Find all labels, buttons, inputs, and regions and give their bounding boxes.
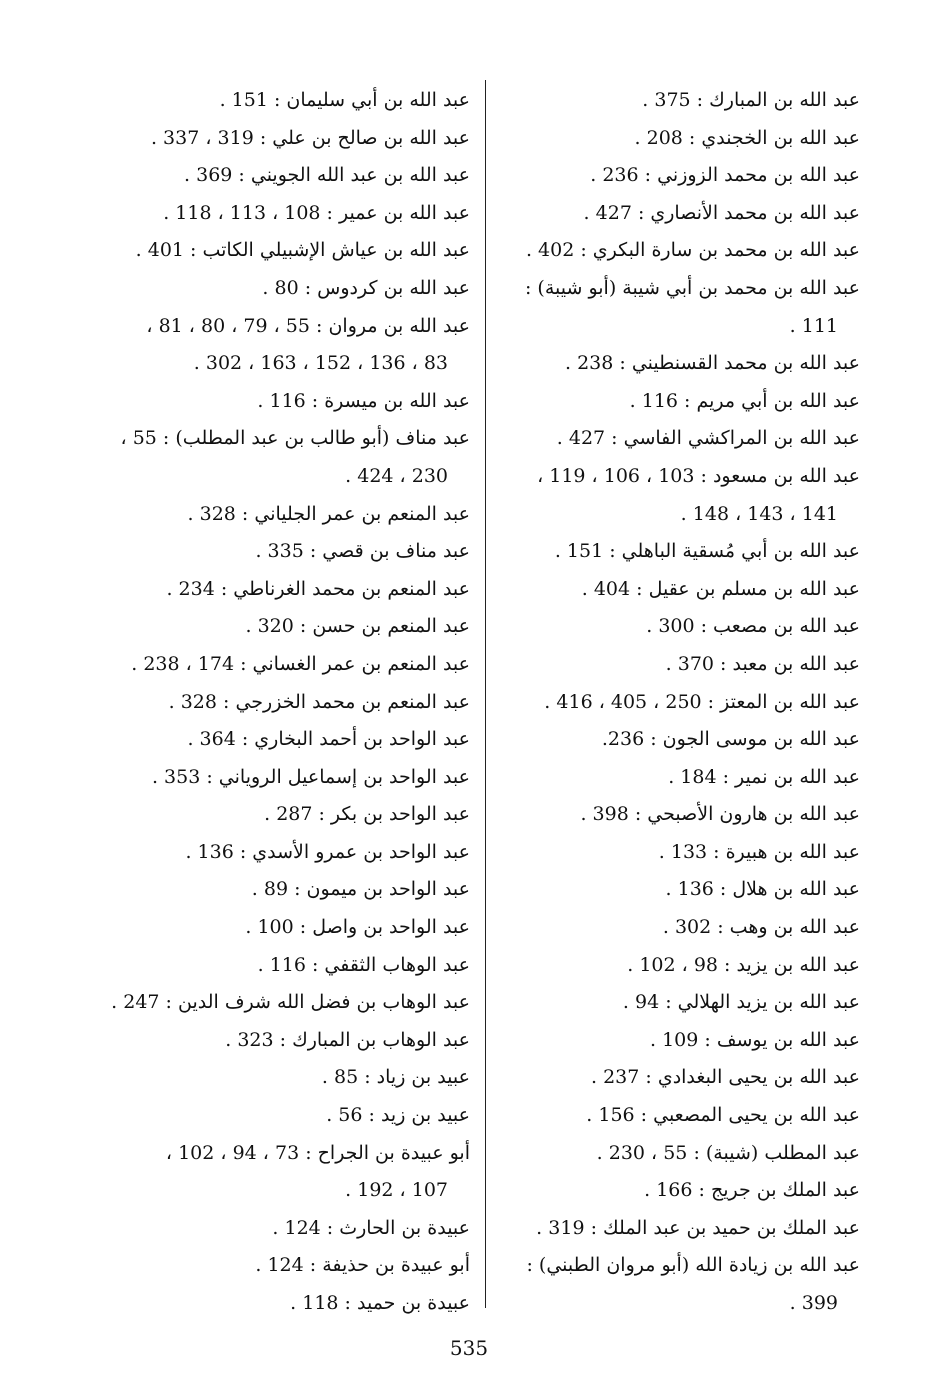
index-entry [100,834,470,872]
index-entry-text: عبد الله بن محمد الزوزني : 236 . [590,164,860,187]
page-number: 535 [449,1336,489,1360]
index-entry [100,947,470,985]
index-entry-text: عبد الله بن يحيى المصعبي : 156 . [586,1104,860,1127]
index-entry [494,1059,860,1097]
index-entry [100,1210,470,1248]
index-entry [494,571,860,609]
index-entry [100,195,470,233]
index-entry [494,1022,860,1060]
index-entry [494,533,860,571]
index-entry-text: عبد الله بن هلال : 136 . [665,878,860,901]
index-entry-text: عبد الله بن هبيرة : 133 . [658,840,860,863]
index-entry [494,759,860,797]
index-entry-text: عبد الله بن يحيى البغدادي : 237 . [590,1066,860,1089]
index-entry-text: عبد الواحد بن واصل : 100 . [245,916,470,939]
index-entry-text: عبد الله بن ميسرة : 116 . [257,389,470,412]
index-entry-text: عبد الله بن عبد الله الجويني : 369 . [184,164,470,187]
index-entry [494,1135,860,1173]
index-entry-text: عبد الله بن محمد القسنطيني : 238 . [565,352,860,375]
index-entry-text: عبد الواحد بن بكر : 287 . [264,803,470,826]
index-entry [494,646,860,684]
index-entry [100,383,470,421]
index-entry-text: عبد المنعم بن عمر الجلياني : 328 . [187,502,470,525]
index-column-left [100,82,470,1323]
index-entry [100,308,470,383]
index-entry [100,646,470,684]
index-entry [494,684,860,722]
index-entry-text: عبد الله بن مسلم بن عقيل : 404 . [581,577,860,600]
index-entry [100,1285,470,1323]
index-entry [494,909,860,947]
index-entry-text: عبد الله بن أبي سليمان : 151 . [219,89,470,111]
index-entry [100,533,470,571]
index-entry [494,195,860,233]
index-entry [494,345,860,383]
index-entry-text: عبد الله بن المراكشي الفاسي : 427 . [556,427,860,450]
index-entry-text: عبد الواحد بن ميمون : 89 . [251,878,470,901]
index-entry [100,420,470,495]
index-column-right [494,82,860,1323]
index-entry-text: عبد الوهاب الثقفي : 116 . [257,953,470,976]
index-entry-text: عبد الله بن مروان : 55 ، 79 ، 80 ، 81 ، [146,314,470,337]
index-entry-text: عبد الله بن زيادة الله (أبو مروان الطبني) : [526,1254,860,1277]
index-entry [494,1172,860,1210]
index-entry-text: عبد الله بن موسى الجون : 236. [601,728,860,751]
index-entry-continuation: 230 ، 424 . [345,464,448,487]
index-entry [494,834,860,872]
index-entry [494,458,860,533]
index-entry [494,270,860,345]
index-entry-text: عبد الله بن كردوس : 80 . [262,276,470,299]
index-entry-text: عبد الملك بن جريج : 166 . [644,1179,860,1202]
index-entry-continuation: 111 . [789,314,838,337]
index-entry-text: عبد المطلب (شيبة) : 55 ، 230 . [596,1141,860,1164]
index-entry-text: عبد الوهاب بن فضل الله شرف الدين : 247 . [111,991,470,1014]
index-entry-text: عبيدة بن حميد : 118 . [290,1292,470,1314]
index-entry [100,120,470,158]
index-entry-text: عبد الله بن مصعب : 300 . [646,615,860,638]
index-entry [494,1097,860,1135]
index-entry-text: عبد الله بن وهب : 302 . [662,916,860,939]
index-entry [100,1135,470,1210]
index-entry [100,571,470,609]
index-entry [100,1097,470,1135]
index-entry-text: عبد الله بن هارون الأصبحي : 398 . [580,803,860,826]
index-entry [494,721,860,759]
index-entry [100,157,470,195]
index-entry [494,796,860,834]
index-entry-text: أبو عبيدة بن الجراح : 73 ، 94 ، 102 ، [165,1141,470,1164]
index-entry [494,420,860,458]
column-divider [485,80,486,1308]
index-entry-text: عبد الله بن أبي مُسقية الباهلي : 151 . [554,540,860,563]
index-entry [494,1210,860,1248]
index-entry [100,1247,470,1285]
index-entry [100,496,470,534]
index-entry-text: عبد الله بن محمد بن أبي شيبة (أبو شيبة) : [524,276,860,299]
index-entry-text: عبد الله بن صالح بن علي : 319 ، 337 . [150,126,470,149]
index-entry [100,82,470,120]
index-entry [100,984,470,1022]
index-entry [100,721,470,759]
index-entry [100,1059,470,1097]
index-entry [494,157,860,195]
index-entry-text: عبد الله بن المبارك : 375 . [642,89,860,111]
index-entry-text: عبد الواحد بن عمرو الأسدي : 136 . [185,840,470,863]
index-entry-text: عبد الله بن مسعود : 103 ، 106 ، 119 ، [537,464,860,487]
index-entry [100,270,470,308]
index-entry-text: عبد المنعم بن محمد الخزرجي : 328 . [168,690,470,713]
index-entry-text: عبد الله بن عياش الإشبيلي الكاتب : 401 . [135,239,470,262]
index-entry [494,82,860,120]
index-entry-text: عبد الله بن محمد الأنصاري : 427 . [583,201,860,224]
index-entry [100,909,470,947]
index-entry-text: عبد الله بن عمير : 108 ، 113 ، 118 . [163,201,470,224]
index-entry [100,684,470,722]
index-entry [494,232,860,270]
index-entry-text: عبد الله بن معبد : 370 . [665,652,860,675]
index-entry [100,608,470,646]
index-entry [100,1022,470,1060]
index-entry-text: عبد الله بن نمير : 184 . [668,765,860,788]
index-entry-text: عبد الله بن يزيد : 98 ، 102 . [627,953,860,976]
index-entry [100,759,470,797]
index-entry-text: عبد الواحد بن أحمد البخاري : 364 . [187,728,470,751]
index-entry-text: عبد الله بن يزيد الهلالي : 94 . [622,991,860,1014]
index-entry-text: عبد الله بن محمد بن سارة البكري : 402 . [525,239,860,262]
index-entry [100,796,470,834]
index-entry-text: عبد المنعم بن عمر الغساني : 174 ، 238 . [131,652,470,675]
index-entry [494,608,860,646]
index-entry-text: أبو عبيدة بن حذيفة : 124 . [255,1254,470,1277]
index-entry-text: عبد المنعم بن محمد الغرناطي : 234 . [166,577,470,600]
index-entry [494,383,860,421]
index-entry-text: عبد مناف (أبو طالب بن عبد المطلب) : 55 ، [120,427,470,450]
index-entry-text: عبيد بن زياد : 85 . [321,1066,470,1089]
index-entry-text: عبد الواحد بن إسماعيل الروياني : 353 . [151,765,470,788]
index-entry-text: عبد الله بن أبي مريم : 116 . [629,389,860,412]
index-entry-text: عبد المنعم بن حسن : 320 . [245,615,470,638]
index-entry-continuation: 83 ، 136 ، 152 ، 163 ، 302 . [193,352,448,375]
index-entry [494,871,860,909]
index-entry [494,1247,860,1322]
index-entry-text: عبد الله بن المعتز : 250 ، 405 ، 416 . [544,690,860,713]
index-entry-text: عبد الوهاب بن المبارك : 323 . [225,1028,470,1051]
index-entry-text: عبد الملك بن حميد بن عبد الملك : 319 . [536,1216,860,1239]
index-entry [494,984,860,1022]
index-entry [100,871,470,909]
index-entry [494,947,860,985]
index-entry [494,120,860,158]
index-entry-continuation: 141 ، 143 ، 148 . [680,502,838,525]
index-entry-text: عبد الله بن يوسف : 109 . [650,1028,860,1051]
index-entry-continuation: 107 ، 192 . [345,1179,448,1202]
index-entry-text: عبد مناف بن قصي : 335 . [255,540,470,563]
index-entry-continuation: 399 . [789,1292,838,1314]
index-entry-text: عبيد بن زيد : 56 . [326,1104,470,1127]
index-entry [100,232,470,270]
index-entry-text: عبيدة بن الحارث : 124 . [272,1216,470,1239]
index-entry-text: عبد الله بن الخجندي : 208 . [634,126,860,149]
